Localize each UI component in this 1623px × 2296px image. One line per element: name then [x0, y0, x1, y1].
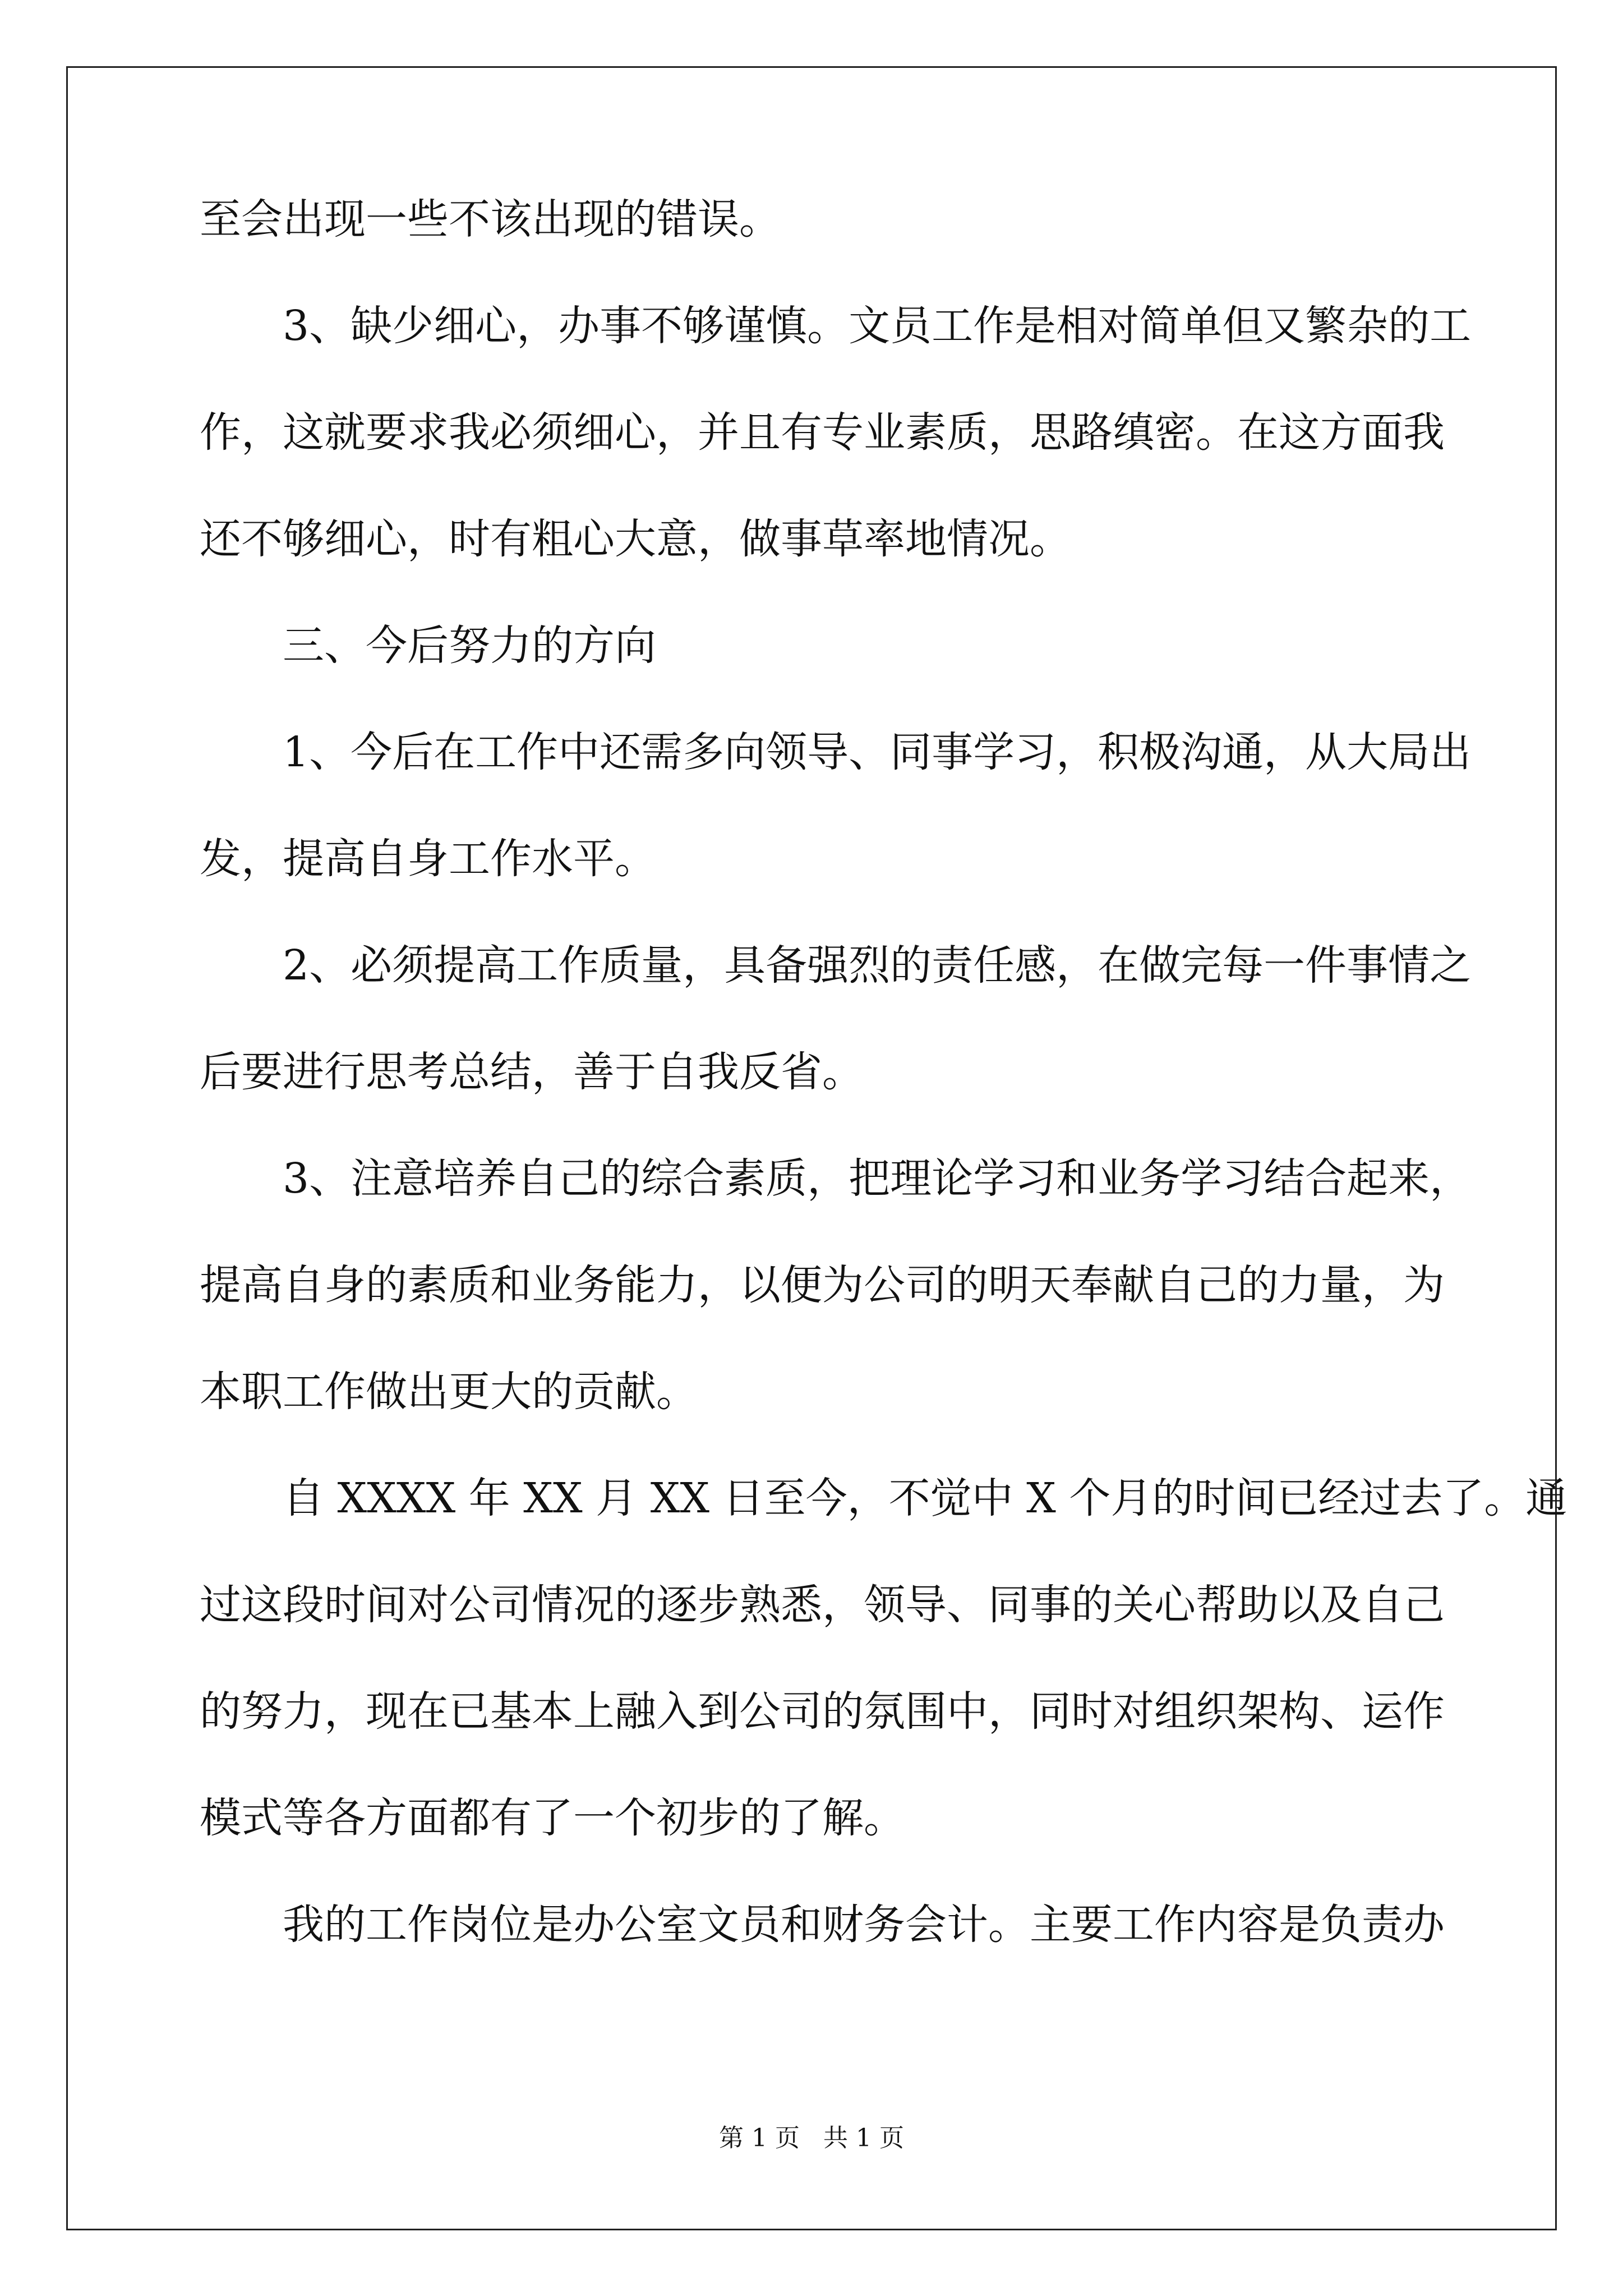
text-line: 2、必须提高工作质量，具备强烈的责任感，在做完每一件事情之: [283, 941, 1472, 990]
text-line: 作，这就要求我必须细心，并且有专业素质，思路缜密。在这方面我: [200, 408, 1445, 457]
text-line: 1、今后在工作中还需多向领导、同事学习，积极沟通，从大局出: [283, 728, 1472, 776]
text-line: 模式等各方面都有了一个初步的了解。: [200, 1794, 905, 1842]
text-line: 3、缺少细心，办事不够谨慎。文员工作是相对简单但又繁杂的工: [283, 302, 1472, 350]
page-number: 第 1 页 共 1 页: [719, 2124, 904, 2152]
text-line: 过这段时间对公司情况的逐步熟悉，领导、同事的关心帮助以及自己: [200, 1581, 1445, 1629]
text-line: 还不够细心，时有粗心大意，做事草率地情况。: [200, 515, 1071, 563]
text-line: 提高自身的素质和业务能力，以便为公司的明天奉献自己的力量，为: [200, 1261, 1445, 1309]
text-line: 3、注意培养自己的综合素质，把理论学习和业务学习结合起来，: [283, 1154, 1472, 1203]
text-line: 自 XXXX 年 XX 月 XX 日至今，不觉中 X 个月的时间已经过去了。通: [283, 1474, 1567, 1522]
text-line: 的努力，现在已基本上融入到公司的氛围中，同时对组织架构、运作: [200, 1687, 1445, 1736]
text-line: 发，提高自身工作水平。: [200, 835, 656, 883]
section-heading: 三、今后努力的方向: [283, 622, 656, 670]
text-line: 我的工作岗位是办公室文员和财务会计。主要工作内容是负责办: [283, 1901, 1445, 1949]
text-line: 至会出现一些不该出现的错误。: [200, 195, 781, 243]
text-line: 后要进行思考总结，善于自我反省。: [200, 1048, 864, 1096]
text-line: 本职工作做出更大的贡献。: [200, 1368, 698, 1416]
